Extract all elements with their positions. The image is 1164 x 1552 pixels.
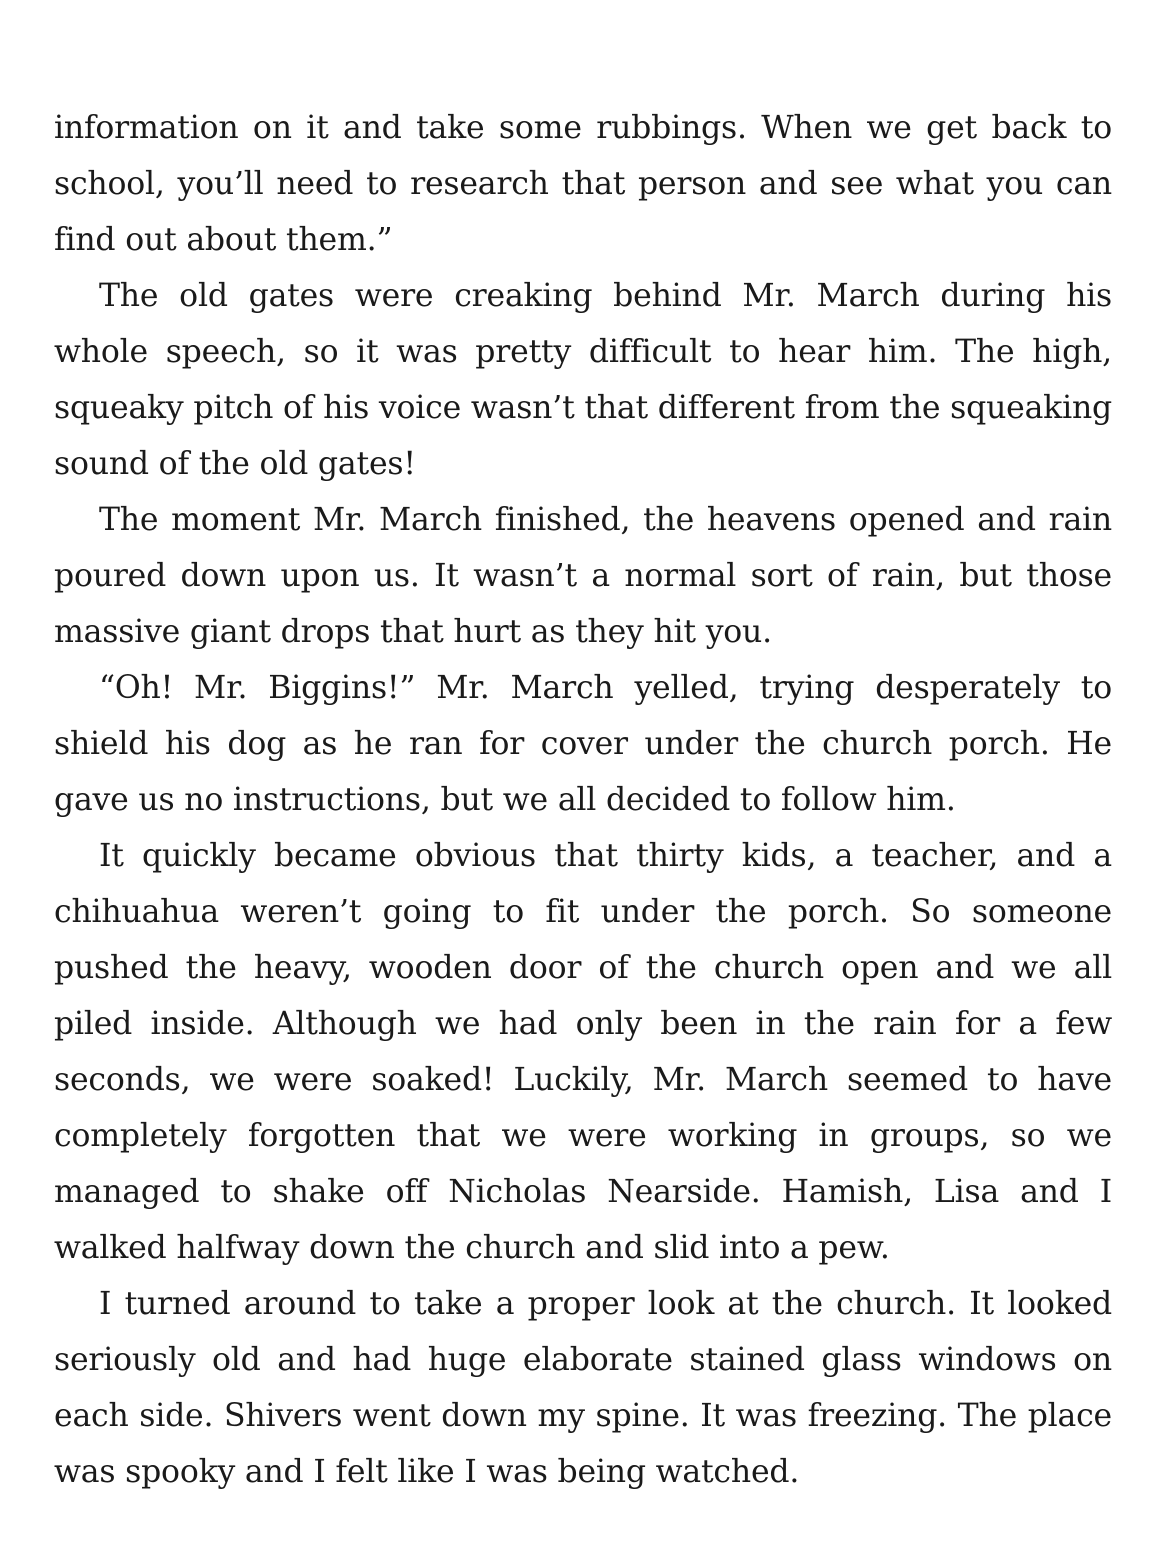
paragraph-3: The moment Mr. March finished, the heavens opened and rain poured down upon us. It wasn’t a normal sort of rain, but those massive giant drops that hurt as they hit you.: [54, 502, 1112, 650]
paragraph-4: “Oh! Mr. Biggins!” Mr. March yelled, trying desperately to shield his dog as he ran for cover under the church porch. He gave us no instructions, but we all decided to follow him.: [54, 670, 1112, 818]
paragraph-2: The old gates were creaking behind Mr. March during his whole speech, so it was pretty difficult to hear him. The high, squeaky pitch of his voice wasn’t that different from the squeaking sound of the old gates!: [54, 278, 1112, 482]
paragraph-6: I turned around to take a proper look at the church. It looked seriously old and had huge elaborate stained glass windows on each side. Shivers went down my spine. It was freezing. The place was spooky and I felt like I was being watched.: [54, 1286, 1112, 1490]
paragraph-1: information on it and take some rubbings. When we get back to school, you’ll need to research that person and see what you can find out about them.”: [54, 110, 1112, 258]
page-body: [54, 100, 1112, 1500]
paragraph-5: It quickly became obvious that thirty kids, a teacher, and a chihuahua weren’t going to fit under the porch. So someone pushed the heavy, wooden door of the church open and we all piled inside. Although we had only been in the rain for a few seconds, we were soaked! Luckily, Mr. March seemed to have completely forgotten that we were working in groups, so we managed to shake off Nicholas Nearside. Hamish, Lisa and I walked halfway down the church and slid into a pew.: [54, 838, 1112, 1266]
